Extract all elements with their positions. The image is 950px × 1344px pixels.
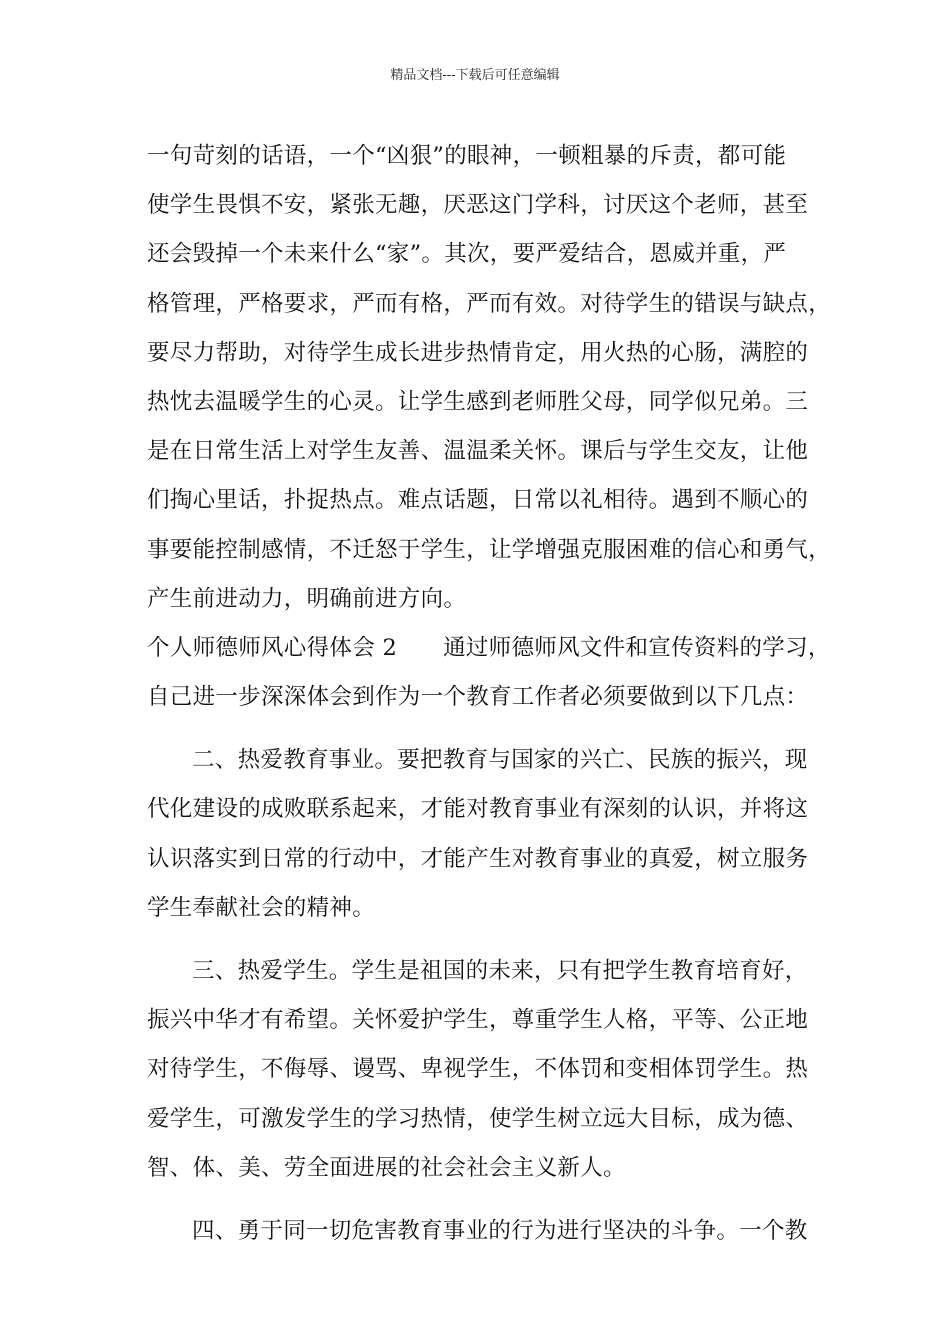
text-line: 振兴中华才有希望。关怀爱护学生，尊重学生人格，平等、公正地 — [147, 1007, 809, 1034]
paragraph-gap — [147, 933, 837, 947]
text-line: 代化建设的成败联系起来，才能对教育事业有深刻的认识，并将这 — [147, 796, 809, 823]
text-line: 热忱去温暖学生的心灵。让学生感到老师胜父母，同学似兄弟。三 — [147, 388, 809, 415]
section-title: 个人师德师风心得体会 2 — [147, 634, 398, 661]
paragraph-gap — [147, 722, 837, 736]
text-line: 学生奉献社会的精神。 — [147, 894, 376, 921]
paragraph-first-line: 四、勇于同一切危害教育事业的行为进行坚决的斗争。一个教 — [192, 1217, 808, 1244]
text-line: 使学生畏惧不安，紧张无趣，厌恶这门学科，讨厌这个老师，甚至 — [147, 192, 809, 219]
text-line: 还会毁掉一个未来什么“家”。其次，要严爱结合，恩威并重，严 — [147, 241, 787, 268]
text-line: 智、体、美、劳全面进展的社会社会主义新人。 — [147, 1154, 626, 1181]
paragraph-first-line: 二、热爱教育事业。要把教育与国家的兴亡、民族的振兴，现 — [192, 747, 808, 774]
document-body — [147, 132, 837, 1256]
text-line: 爱学生，可激发学生的学习热情，使学生树立远大目标，成为德、 — [147, 1105, 809, 1132]
section-intro-text: 通过师德师风文件和宣传资料的学习， — [443, 634, 831, 661]
text-line: 产生前进动力，明确前进方向。 — [147, 585, 467, 612]
text-line: 是在日常生活上对学生友善、温温柔关怀。课后与学生交友，让他 — [147, 438, 809, 465]
text-line: 自己进一步深深体会到作为一个教育工作者必须要做到以下几点： — [147, 684, 809, 711]
text-line: 们掏心里话，扑捉热点。难点话题，日常以礼相待。遇到不顺心的 — [147, 487, 809, 514]
text-line: 格管理，严格要求，严而有格，严而有效。对待学生的错误与缺点， — [147, 290, 832, 317]
section-title-line — [147, 624, 837, 673]
text-line: 要尽力帮助，对待学生成长进步热情肯定，用火热的心肠，满腔的 — [147, 339, 809, 366]
paragraph-gap — [147, 1193, 837, 1207]
text-line: 对待学生，不侮辱、谩骂、卑视学生，不体罚和变相体罚学生。热 — [147, 1056, 809, 1083]
text-line: 认识落实到日常的行动中，才能产生对教育事业的真爱，树立服务 — [147, 845, 809, 872]
page-header: 精品文档---下载后可任意编辑 — [390, 68, 560, 83]
paragraph-first-line: 三、热爱学生。学生是祖国的未来，只有把学生教育培育好， — [192, 958, 808, 984]
text-line: 一句苛刻的话语，一个“凶狠”的眼神，一顿粗暴的斥责，都可能 — [147, 143, 787, 169]
text-line: 事要能控制感情，不迁怒于学生，让学增强克服困难的信心和勇气， — [147, 536, 832, 563]
